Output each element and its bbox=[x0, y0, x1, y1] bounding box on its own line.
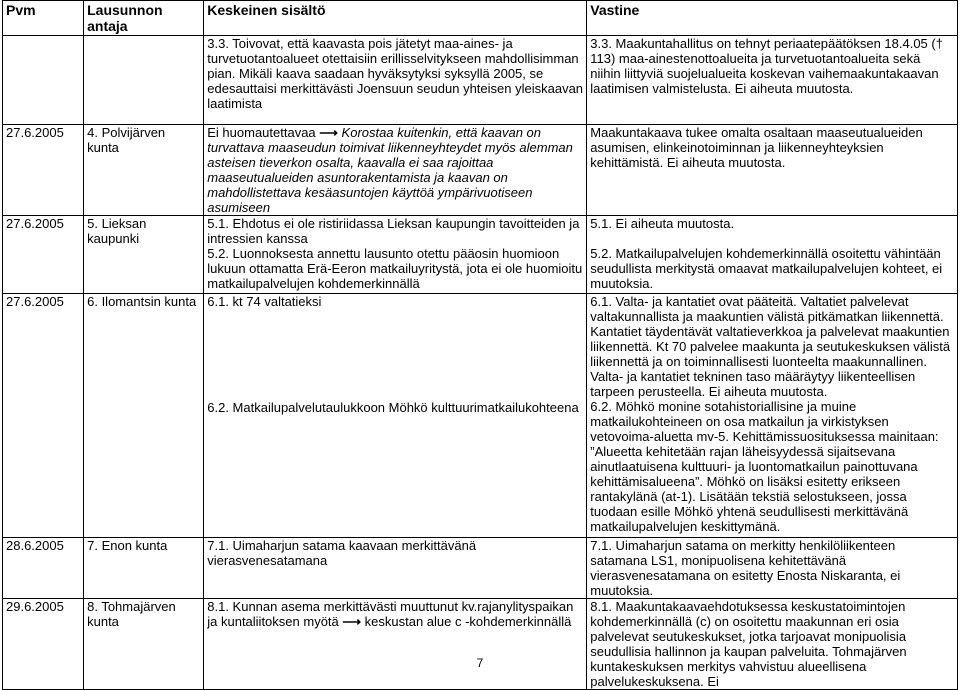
table-row bbox=[3, 294, 958, 538]
header-statement-giver: Lausunnon antaja bbox=[84, 1, 204, 36]
row-reply bbox=[587, 125, 958, 216]
table-header-row bbox=[3, 1, 958, 36]
content-italic: Korostaa kuitenkin, että kaavan on turvattava maaseudun toimivat liikenneyhteydet myös alemman asteisen tieverkon osalta, kaavalla ei saa rajoittaa maaseutualueiden asuntorakentamista ja kaavan on mahdollistettava kesäasuntojen käyttöä ympärivuotiseen asumiseen bbox=[207, 125, 573, 215]
row-reply bbox=[587, 599, 958, 690]
content-paragraph: 3.3. Toivovat, että kaavasta pois jätetyt maa-aines- ja turvetuotantoalueet otettaisiin erillisselvitykseen mahdollisimman pian. Mikäli kaava saadaan hyväksytyksi syksyllä 2005, se edesauttaisi merkittävästi Joensuun seudun yhteisen yleiskaavan laatimista bbox=[207, 36, 584, 111]
row-date: 27.6.2005 bbox=[3, 125, 84, 216]
arrow-right-icon: ⟶ bbox=[319, 125, 338, 140]
header-response: Vastine bbox=[587, 1, 958, 36]
table-row bbox=[3, 538, 958, 599]
content-part: 8.1. Kunnan asema merkittävästi muuttunut kv.rajanylityspaikan ja kuntaliitoksen myötä bbox=[207, 599, 574, 629]
spacer bbox=[590, 231, 954, 246]
row-content bbox=[204, 125, 587, 216]
row-content bbox=[204, 216, 587, 294]
content-paragraph: 7.1. Uimaharjun satama kaavaan merkittävänä vierasvenesatamana bbox=[207, 538, 477, 568]
reply-paragraph: Maakuntakaava tukee omalta osaltaan maaseutualueiden asumisen, elinkeinotoiminnan ja liikenneyhteyksien kehittämistä. Ei aiheuta muutosta. bbox=[590, 125, 923, 170]
content-part: keskustan alue c -kohdemerkinnällä bbox=[364, 614, 572, 629]
row-reply bbox=[587, 216, 958, 294]
content-paragraph: 6.1. kt 74 valtatieksi bbox=[207, 294, 322, 309]
row-content bbox=[204, 294, 587, 538]
row-date: 27.6.2005 bbox=[3, 216, 84, 294]
reply-paragraph: 3.3. Maakuntahallitus on tehnyt periaatepäätöksen 18.4.05 († 113) maa-ainestenottoalueita ja turvetuotantoalueita sekä niihin liittyviä suojelualueita koskevan vaihemaakuntakaavan laatimisen valmistelusta. Ei aiheuta muutosta. bbox=[590, 36, 943, 96]
statements-table bbox=[2, 0, 958, 690]
content-paragraph: 5.2. Luonnoksesta annettu lausunto otettu pääosin huomioon lukuun ottamatta Erä-Eeron matkailuyritystä, jota ei ole huomioitu matkailupalvelujen kohdemerkinnällä bbox=[207, 246, 583, 291]
content-lead: Ei huomautettavaa bbox=[207, 125, 316, 140]
row-date: 27.6.2005 bbox=[3, 294, 84, 538]
row-giver: 5. Lieksan kaupunki bbox=[84, 216, 204, 294]
row-date: 28.6.2005 bbox=[3, 538, 84, 599]
reply-paragraph: 6.1. Valta- ja kantatiet ovat pääteitä. Valtatiet palvelevat valtakunnallista ja maakuntien välistä pitkämatkan liikennettä. Kantatiet täydentävät valtatieverkkoa ja palvelevat maakuntien liikennettä. Kt 70 palvelee maakunta ja seutukeskuksen välistä liikennettä ja on toiminnallisesti luonteelta maakunnallinen. Valta- ja kantatiet tekninen taso määräytyy liikenteellisen tarpeen perusteella. Ei aiheuta muutosta. bbox=[590, 294, 951, 399]
table-row bbox=[3, 599, 958, 690]
reply-paragraph: 7.1. Uimaharjun satama on merkitty henkilöliikenteen satamana LS1, monipuolisena kehitettävänä vierasvenesatamana on esitetty Enosta Niskaranta, ei muutoksia. bbox=[590, 538, 901, 598]
row-giver: 7. Enon kunta bbox=[84, 538, 204, 599]
content-paragraph: 5.1. Ehdotus ei ole ristiriidassa Lieksan kaupungin tavoitteiden ja intressien kanssa bbox=[207, 216, 580, 246]
row-giver: 8. Tohmajärven kunta bbox=[84, 599, 204, 690]
row-giver: 6. Ilomantsin kunta bbox=[84, 294, 204, 538]
header-main-content: Keskeinen sisältö bbox=[204, 1, 587, 36]
spacer bbox=[207, 309, 583, 400]
table-row bbox=[3, 125, 958, 216]
header-date: Pvm bbox=[3, 1, 84, 36]
row-date bbox=[3, 36, 84, 125]
reply-paragraph: 8.1. Maakuntakaavaehdotuksessa keskustatoimintojen kohdemerkinnällä (c) on osoitettu maakunnan eri osia palvelevat seutukeskukset, jotka tarjoavat monipuolisia seudullisia hallinnon ja kaupan palveluita. Tohmajärven kuntakeskuksen merkitys vahvistuu alueellisena palvelukeskuksena. Ei bbox=[590, 599, 907, 689]
reply-paragraph: 5.1. Ei aiheuta muutosta. bbox=[590, 216, 735, 231]
row-content bbox=[204, 36, 587, 125]
table-row bbox=[3, 36, 958, 125]
row-giver bbox=[84, 36, 204, 125]
content-paragraph bbox=[207, 125, 583, 215]
row-reply bbox=[587, 36, 958, 125]
reply-paragraph: 5.2. Matkailupalvelujen kohdemerkinnällä osoitettu vähintään seudullista merkitystä omaavat matkailupalvelujen kohteet, ei muutoksia. bbox=[590, 246, 943, 291]
reply-paragraph: 6.2. Möhkö monine sotahistoriallisine ja muine matkailukohteineen on osa matkailun ja virkistyksen vetovoima-aluetta mv-5. Kehittämissuosituksessa mainitaan: ”Alueetta kehitetään rajan läheisyydessä sijaitsevana ainutlaatuisena kulttuuri- ja luontomatkailun painottuvana kehittämisalueena”. Möhkö on lisäksi esitetty erikseen rantakylänä (at-1). Lisätään tekstiä selostukseen, jossa tuodaan esille Möhkö yhtenä seudullisesti merkittävänä matkailupalvelujen keskittymänä. bbox=[590, 399, 939, 534]
table-row bbox=[3, 216, 958, 294]
row-reply bbox=[587, 294, 958, 538]
row-date: 29.6.2005 bbox=[3, 599, 84, 690]
row-giver: 4. Polvijärven kunta bbox=[84, 125, 204, 216]
row-content bbox=[204, 599, 587, 690]
row-content bbox=[204, 538, 587, 599]
content-paragraph: 6.2. Matkailupalvelutaulukkoon Möhkö kulttuurimatkailukohteena bbox=[207, 400, 579, 415]
content-paragraph bbox=[207, 599, 583, 629]
arrow-right-icon: ⟶ bbox=[342, 614, 362, 629]
page-number: 7 bbox=[476, 656, 484, 670]
row-reply bbox=[587, 538, 958, 599]
